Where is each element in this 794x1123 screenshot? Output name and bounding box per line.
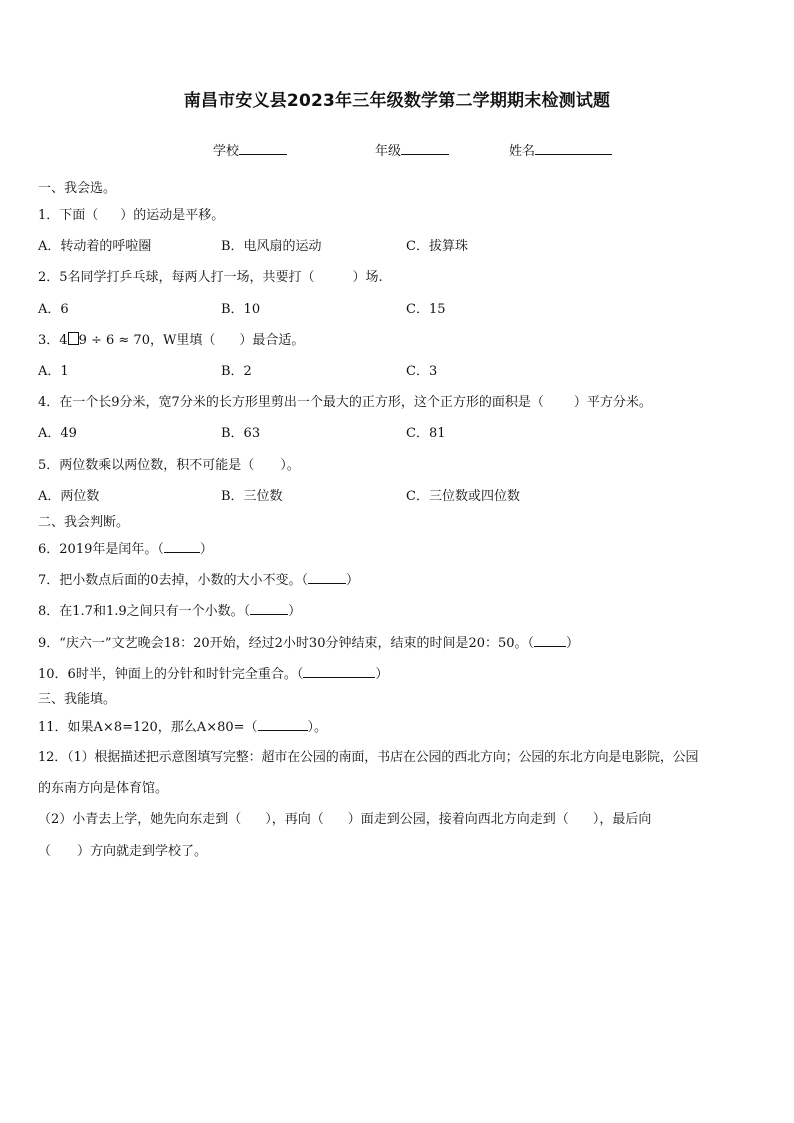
q12-text-a: （2）小青去上学，她先向东走到（ xyxy=(38,812,242,827)
school-field xyxy=(213,140,287,159)
name-label: 姓名 xyxy=(509,144,536,159)
q7-answer-blank xyxy=(308,571,346,584)
section-2-heading: 二、我会判断。 xyxy=(38,515,130,530)
q11-answer-blank xyxy=(258,718,308,731)
q4-option-b: B．63 xyxy=(221,426,261,441)
q10-text-post: ） xyxy=(375,667,389,682)
question-11 xyxy=(38,718,327,737)
q10-answer-blank xyxy=(303,665,375,678)
q5-text-pre: 5．两位数乘以两位数，积不可能是（ xyxy=(38,458,255,473)
q1-option-a: A．转动着的呼啦圈 xyxy=(38,239,152,254)
question-2 xyxy=(38,269,383,287)
q2-text-post: ）场. xyxy=(352,270,383,285)
q12-text-e: （ xyxy=(38,844,52,859)
question-8 xyxy=(38,602,301,621)
q9-answer-blank xyxy=(534,634,566,647)
q8-text-post: ） xyxy=(288,604,302,619)
q2-option-b: B．10 xyxy=(221,302,261,317)
grade-field xyxy=(375,140,449,159)
q3-text-mid: ，W里填（ xyxy=(149,333,216,348)
q5-text-post: ）。 xyxy=(280,458,300,473)
q7-text-pre: 7．把小数点后面的0去掉，小数的大小不变。（ xyxy=(38,573,309,588)
q2-option-c: C．15 xyxy=(406,302,446,317)
question-12-part-2-cont xyxy=(38,843,207,861)
q2-text-pre: 2．5名同学打乒乓球，每两人打一场，共要打（ xyxy=(38,270,315,285)
q5-option-a: A．两位数 xyxy=(38,489,100,504)
q12-text-c: ）面走到公园，接着向西北方向走到（ xyxy=(347,812,569,827)
q3-number: 3． xyxy=(38,333,60,348)
question-6 xyxy=(38,540,213,559)
q8-text-pre: 8．在1.7和1.9之间只有一个小数。（ xyxy=(38,604,251,619)
q6-text-post: ） xyxy=(199,542,213,557)
q3-expr-a: 4 xyxy=(59,333,68,348)
school-blank xyxy=(239,141,287,155)
q8-answer-blank xyxy=(250,602,288,615)
q3-text-post: ）最合适。 xyxy=(239,333,305,348)
q4-option-c: C．81 xyxy=(406,426,446,441)
question-12-part-2 xyxy=(38,811,651,829)
q4-text-post: ）平方分米。 xyxy=(573,395,652,410)
q11-text-pre: 11．如果A×8=120，那么A×80=（ xyxy=(38,720,258,735)
page-title: 南昌市安义县2023年三年级数学第二学期期末检测试题 xyxy=(183,91,611,111)
q6-text-pre: 6．2019年是闰年。（ xyxy=(38,542,164,557)
q6-answer-blank xyxy=(164,540,200,553)
question-1 xyxy=(38,207,224,225)
q3-option-c: C．3 xyxy=(406,364,438,379)
q12-text-d: ），最后向 xyxy=(592,812,652,827)
question-3 xyxy=(38,332,304,350)
q10-text-pre: 10．6时半，钟面上的分针和时针完全重合。（ xyxy=(38,667,304,682)
q9-text-pre: 9．“庆六一”文艺晚会18：20开始，经过2小时30分钟结束，结束的时间是20：50。（ xyxy=(38,636,535,651)
q1-text-pre: 1．下面（ xyxy=(38,208,99,223)
school-label: 学校 xyxy=(213,144,240,159)
q1-option-c: C．拔算珠 xyxy=(406,239,468,254)
question-4 xyxy=(38,394,652,412)
question-12-line-1: 12．（1）根据描述把示意图填写完整：超市在公园的南面，书店在公园的西北方向；公园的东北方向是电影院，公园 xyxy=(38,750,699,765)
q3-expr-b: 9 ÷ 6 ≈ 70 xyxy=(78,333,150,348)
question-12-line-2: 的东南方向是体育馆。 xyxy=(38,781,169,796)
q12-text-f: ）方向就走到学校了。 xyxy=(77,844,208,859)
q2-option-a: A．6 xyxy=(38,302,69,317)
name-blank xyxy=(535,141,612,155)
q5-option-c: C．三位数或四位数 xyxy=(406,489,520,504)
q1-text-post: ）的运动是平移。 xyxy=(120,208,225,223)
q11-text-post: ）。 xyxy=(307,720,328,735)
grade-blank xyxy=(401,141,449,155)
q7-text-post: ） xyxy=(346,573,360,588)
question-10 xyxy=(38,665,388,684)
q5-option-b: B．三位数 xyxy=(221,489,283,504)
q3-option-b: B．2 xyxy=(221,364,252,379)
q4-option-a: A．49 xyxy=(38,426,77,441)
q1-option-b: B．电风扇的运动 xyxy=(221,239,322,254)
q3-option-a: A．1 xyxy=(38,364,69,379)
name-field xyxy=(509,140,612,159)
question-5 xyxy=(38,457,300,475)
q4-text-pre: 4．在一个长9分米，宽7分米的长方形里剪出一个最大的正方形，这个正方形的面积是（ xyxy=(38,395,544,410)
q9-text-post: ） xyxy=(566,636,580,651)
question-7 xyxy=(38,571,359,590)
section-3-heading: 三、我能填。 xyxy=(38,692,117,707)
grade-label: 年级 xyxy=(375,144,402,159)
section-1-heading: 一、我会选。 xyxy=(38,181,117,196)
q12-text-b: ），再向（ xyxy=(265,812,324,827)
blank-box-icon xyxy=(68,332,79,345)
question-9 xyxy=(38,634,579,653)
